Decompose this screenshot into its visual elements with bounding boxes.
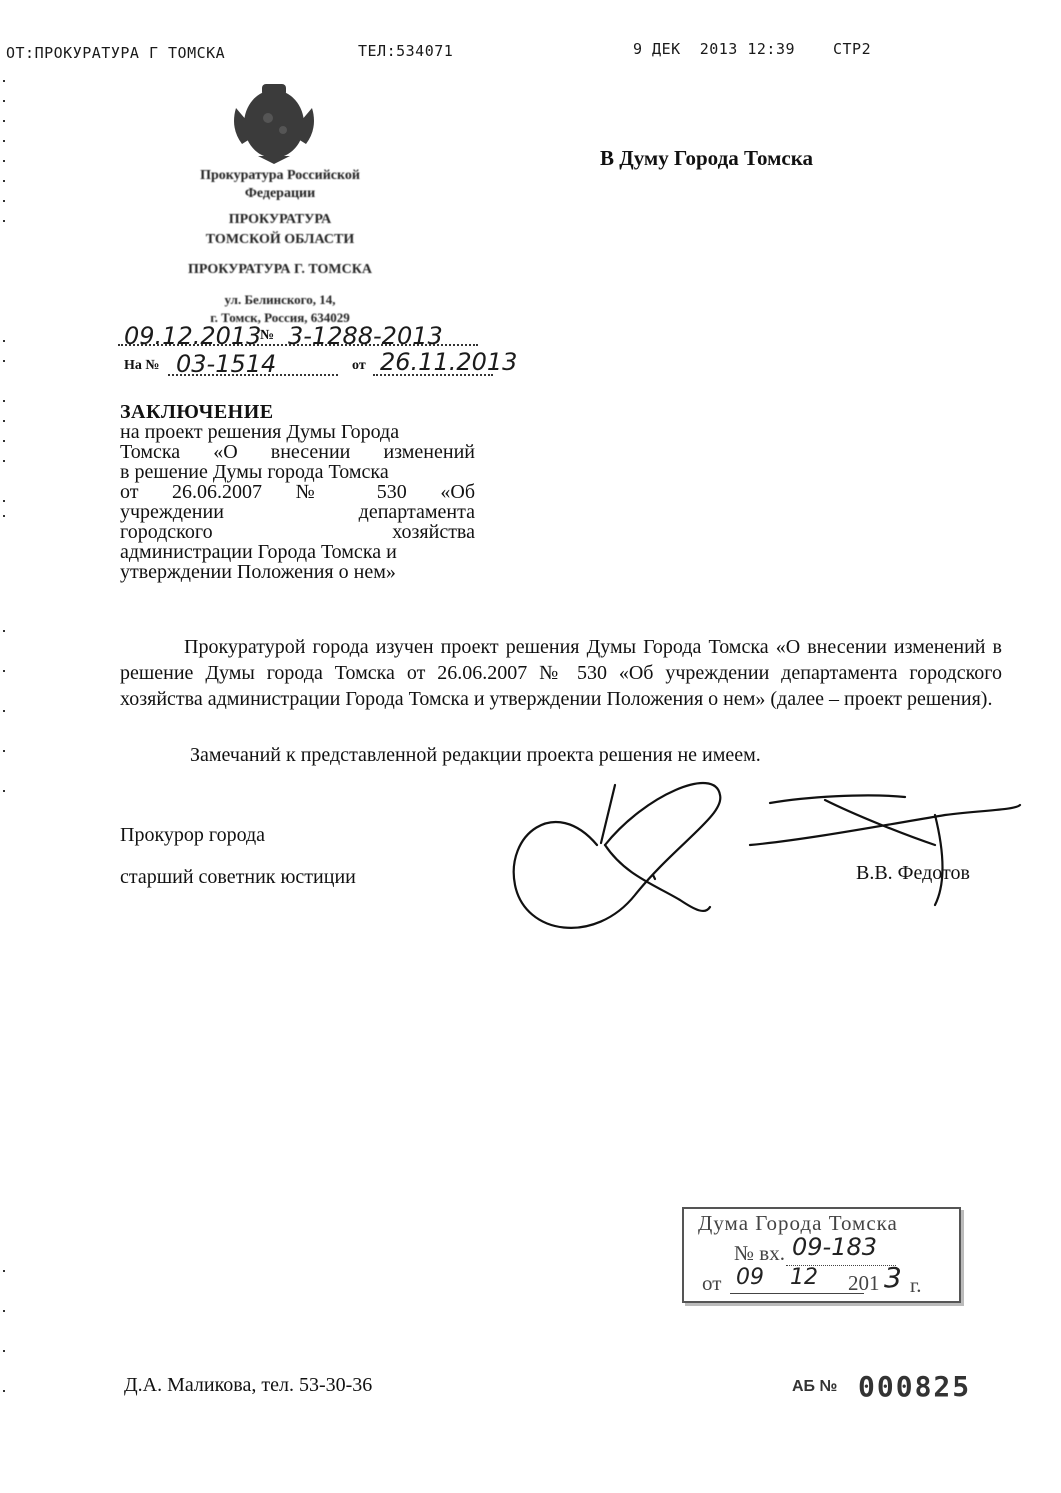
outgoing-date-handwritten: 09.12.2013 xyxy=(124,322,262,350)
outgoing-num-label: № xyxy=(260,328,275,343)
receipt-year-handwritten: 3 xyxy=(884,1261,902,1294)
title-line: администрации Города Томска и xyxy=(120,541,397,563)
reference-date-handwritten: 26.11.2013 xyxy=(380,348,518,376)
fax-phone: ТЕЛ:534071 xyxy=(358,42,454,60)
body-paragraph-1: Прокуратурой города изучен проект решения Думы Города Томска «О внесении изменений в решение Думы города Томска от 26.06.2007 № 530 «Об учреждении департамента городского хозяйства администрации Города Томска и утверждении Положения о нем» (далее – проект решения). xyxy=(120,636,1002,710)
executor-contact: Д.А. Маликова, тел. 53-30-36 xyxy=(124,1374,373,1396)
letterhead-line: ТОМСКОЙ ОБЛАСТИ xyxy=(205,232,355,247)
signatory-rank: старший советник юстиции xyxy=(120,866,356,888)
outgoing-date-line xyxy=(118,322,488,348)
conclusion-title-block xyxy=(120,402,475,582)
fax-datetime: 9 ДЕК 2013 12:39 xyxy=(633,40,796,58)
title-line: от 26.06.2007 № 530 «Об xyxy=(120,481,475,503)
receipt-date-day-handwritten: 09 xyxy=(736,1265,764,1290)
letterhead-line: ул. Белинского, 14, xyxy=(224,292,336,307)
title-line: городского хозяйства xyxy=(120,521,475,543)
title-line: утверждении Положения о нем» xyxy=(120,561,396,583)
receipt-stamp xyxy=(682,1207,961,1303)
receipt-number-handwritten: 09-183 xyxy=(792,1233,878,1261)
outgoing-num-handwritten: 3-1288-2013 xyxy=(288,322,443,350)
receipt-date-from-label: от xyxy=(702,1271,722,1295)
body-paragraph-2: Замечаний к представленной редакции проекта решения не имеем. xyxy=(190,744,761,766)
letterhead xyxy=(150,165,410,329)
fax-page: СТР2 xyxy=(833,40,872,58)
form-serial-number: 000825 xyxy=(858,1370,972,1403)
letterhead-line: Федерации xyxy=(244,186,316,201)
reference-num-label: На № xyxy=(124,358,160,373)
reference-line xyxy=(118,348,518,378)
letterhead-line: ПРОКУРАТУРА Г. ТОМСКА xyxy=(188,262,372,277)
conclusion-heading: ЗАКЛЮЧЕНИЕ xyxy=(120,401,274,423)
title-line: на проект решения Думы Города xyxy=(120,421,400,443)
title-line: в решение Думы города Томска xyxy=(120,461,389,483)
receipt-date-month-handwritten: 12 xyxy=(790,1265,818,1290)
title-line: Томска «О внесении изменений xyxy=(120,441,475,463)
letterhead-line: г. Томск, Россия, 634029 xyxy=(210,310,350,325)
letterhead-line: ПРОКУРАТУРА xyxy=(228,212,332,227)
fax-edge-noise xyxy=(2,70,8,1470)
letterhead-line: Прокуратура Российской xyxy=(200,168,360,183)
coat-of-arms-emblem xyxy=(228,78,320,166)
reference-date-label: от xyxy=(352,358,366,373)
form-serial-prefix: АБ № xyxy=(792,1378,838,1395)
receipt-number-label: № вх. xyxy=(734,1241,785,1265)
receipt-year-suffix: г. xyxy=(910,1273,922,1297)
signatory-name: В.В. Федотов xyxy=(856,862,970,884)
fax-from: ОТ:ПРОКУРАТУРА Г ТОМСКА xyxy=(6,44,226,62)
handwritten-signature xyxy=(505,775,1025,940)
receipt-year-prefix: 201 xyxy=(848,1271,880,1295)
title-line: учреждении департамента xyxy=(120,501,475,523)
addressee: В Думу Города Томска xyxy=(600,146,814,170)
signatory-position: Прокурор города xyxy=(120,824,266,846)
receipt-stamp-title: Дума Города Томска xyxy=(698,1211,898,1235)
reference-num-handwritten: 03-1514 xyxy=(176,350,277,378)
